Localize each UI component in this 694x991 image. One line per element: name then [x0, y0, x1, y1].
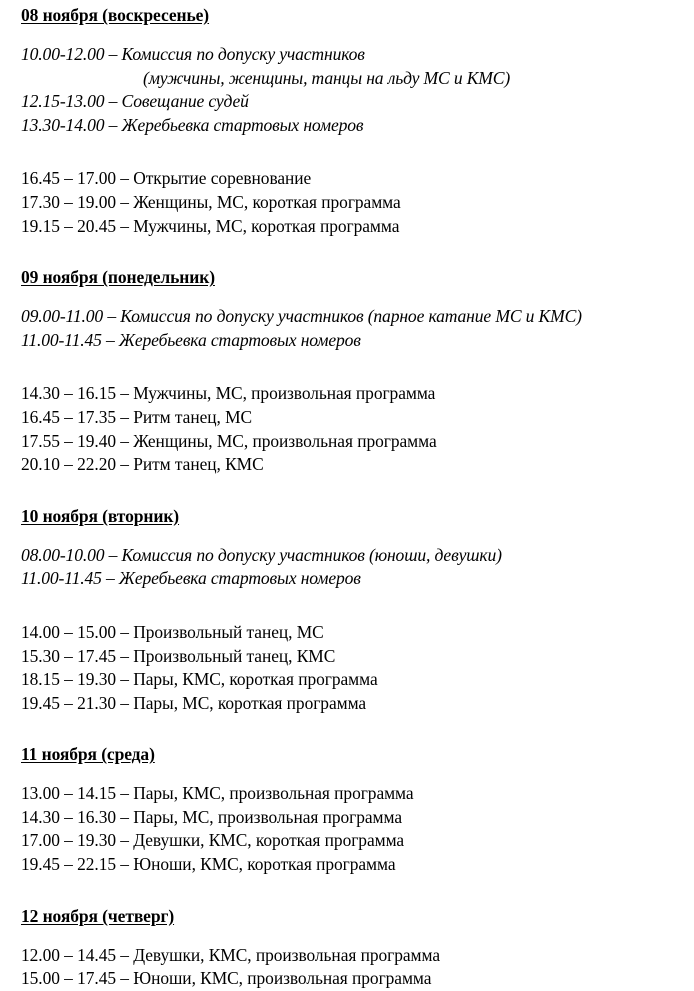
group-spacer	[0, 291, 694, 305]
event-group-regular	[0, 167, 694, 238]
event-line-continuation: (мужчины, женщины, танцы на льду МС и КМС)	[143, 67, 511, 88]
event-line: 10.00-12.00 – Комиссия по допуску участников	[21, 44, 365, 64]
event-line: 15.00 – 17.45 – Юноши, КМС, произвольная программа	[21, 968, 432, 989]
event-line: 14.30 – 16.30 – Пары, МС, произвольная программа	[21, 806, 403, 827]
day-heading-row	[0, 743, 694, 768]
section-spacer	[0, 877, 694, 905]
day-heading-row	[0, 4, 694, 29]
event-line: 13.30-14.00 – Жеребьевка стартовых номеров	[21, 114, 364, 135]
day-block	[0, 238, 694, 477]
event-group-italic	[0, 43, 694, 137]
event-line: 17.00 – 19.30 – Девушки, КМС, короткая программа	[21, 830, 405, 851]
day-heading: 11 ноября (среда)	[21, 744, 155, 765]
section-spacer	[0, 477, 694, 505]
group-spacer	[0, 29, 694, 43]
day-heading: 12 ноября (четверг)	[21, 905, 175, 926]
event-line: 11.00-11.45 – Жеребьевка стартовых номеров	[21, 568, 361, 589]
event-group-regular	[0, 944, 694, 991]
group-spacer	[0, 930, 694, 944]
event-line: 15.30 – 17.45 – Произвольный танец, КМС	[21, 645, 336, 666]
day-block	[0, 477, 694, 716]
day-block	[0, 715, 694, 876]
group-spacer	[0, 768, 694, 782]
section-spacer	[0, 715, 694, 743]
event-line: 16.45 – 17.35 – Ритм танец, МС	[21, 406, 253, 427]
group-spacer	[0, 352, 694, 382]
event-group-italic	[0, 544, 694, 591]
group-spacer	[0, 137, 694, 167]
day-heading-row	[0, 505, 694, 530]
event-line: 13.00 – 14.15 – Пары, КМС, произвольная программа	[21, 783, 414, 804]
event-line: 19.45 – 21.30 – Пары, МС, короткая программа	[21, 692, 367, 713]
event-group-regular	[0, 621, 694, 715]
day-heading: 08 ноября (воскресенье)	[21, 5, 210, 25]
event-line: 12.00 – 14.45 – Девушки, КМС, произвольная программа	[21, 944, 441, 965]
day-heading: 09 ноября (понедельник)	[21, 267, 215, 288]
event-line: 12.15-13.00 – Совещание судей	[21, 91, 249, 112]
event-line: 11.00-11.45 – Жеребьевка стартовых номеров	[21, 329, 361, 350]
day-heading: 10 ноября (вторник)	[21, 505, 180, 526]
event-line: 17.30 – 19.00 – Женщины, МС, короткая программа	[21, 191, 401, 212]
event-line: 17.55 – 19.40 – Женщины, МС, произвольная программа	[21, 430, 437, 451]
day-heading-row	[0, 266, 694, 291]
event-group-regular	[0, 382, 694, 476]
event-line: 18.15 – 19.30 – Пары, КМС, короткая программа	[21, 669, 378, 690]
event-line: 08.00-10.00 – Комиссия по допуску участников (юноши, девушки)	[21, 544, 502, 565]
event-group-italic	[0, 305, 694, 352]
day-block	[0, 4, 694, 238]
event-line: 19.45 – 22.15 – Юноши, КМС, короткая программа	[21, 854, 396, 875]
event-line: 09.00-11.00 – Комиссия по допуску участников (парное катание МС и КМС)	[21, 306, 582, 327]
event-line: 16.45 – 17.00 – Открытие соревнование	[21, 168, 312, 189]
event-line: 20.10 – 22.20 – Ритм танец, КМС	[21, 454, 264, 475]
event-line: 14.00 – 15.00 – Произвольный танец, МС	[21, 621, 324, 642]
group-spacer	[0, 530, 694, 544]
group-spacer	[0, 591, 694, 621]
section-spacer	[0, 238, 694, 266]
day-heading-row	[0, 905, 694, 930]
day-block	[0, 877, 694, 991]
event-line: 14.30 – 16.15 – Мужчины, МС, произвольная программа	[21, 383, 436, 404]
event-group-regular	[0, 782, 694, 876]
event-line: 19.15 – 20.45 – Мужчины, МС, короткая программа	[21, 215, 400, 236]
